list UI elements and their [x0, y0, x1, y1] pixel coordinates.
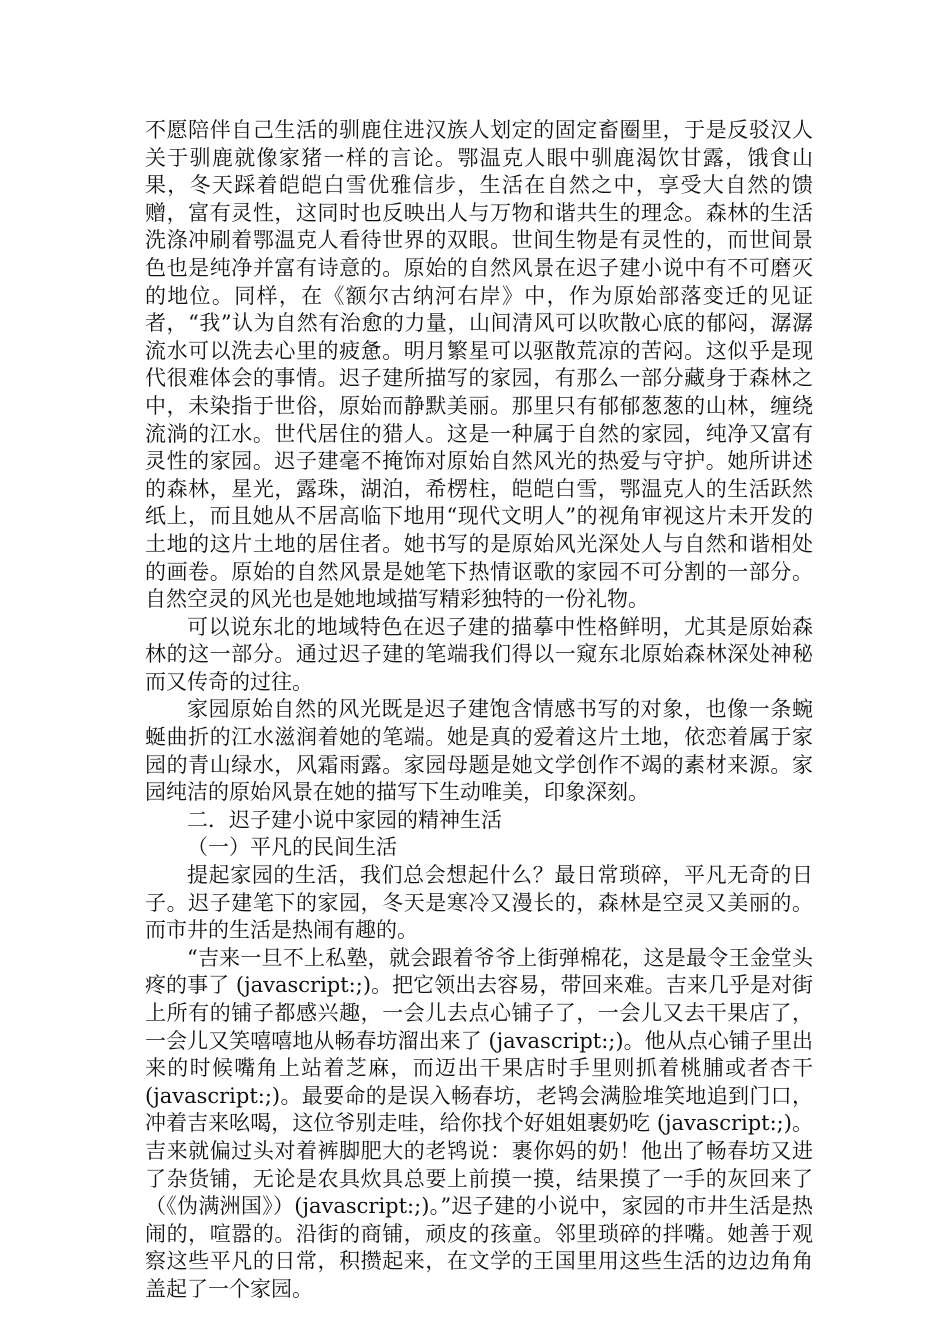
paragraph-homeland-scenery: 家园原始自然的风光既是迟子建饱含情感书写的对象，也像一条蜿蜒曲折的江水滋润着她的笔端。她是真的爱着这片土地，依恋着属于家园的青山绿水，风霜雨露。家园母题是她文学创作不竭的素材来源。家园纯洁的原始风景在她的描写下生动唯美，印象深刻。 [145, 697, 813, 805]
document-page [145, 117, 813, 1304]
section-heading: 二．迟子建小说中家园的精神生活 [187, 807, 502, 832]
paragraph-quote-jilai: “吉来一旦不上私塾，就会跟着爷爷上街弹棉花，这是最令王金堂头疼的事了 (javascript:;)。把它领出去容易，带回来难。吉来几乎是对街上所有的铺子都感兴趣，一会儿去点心铺子了，一会儿又去干果店了，一会儿又笑嘻嘻地从畅春坊溜出来了 (javascript:;)。他从点心铺子里出来的时候嘴角上站着芝麻，而迈出干果店时手里则抓着桃脯或者杏干 (javascript:;)。最要命的是误入畅春坊，老鸨会满脸堆笑地追到门口，冲着吉来吆喝，这位爷别走哇，给你找个好姐姐裹奶吃 (javascript:;)。吉来就偏过头对着裤脚肥大的老鸨说：裹你妈的奶！他出了畅春坊又进了杂货铺，无论是农具炊具总要上前摸一摸，结果摸了一手的灰回来了（《伪满洲国》）(javascript:;)。”迟子建的小说中，家园的市井生活是热闹的，喧嚣的。沿街的商铺，顽皮的孩童。邻里琐碎的拌嘴。她善于观察这些平凡的日常，积攒起来，在文学的王国里用这些生活的边边角角盖起了一个家园。 [145, 945, 813, 1301]
paragraph-homeland-life: 提起家园的生活，我们总会想起什么？最日常琐碎，平凡无奇的日子。迟子建笔下的家园，冬天是寒冷又漫长的，森林是空灵又美丽的。而市井的生活是热闹有趣的。 [145, 863, 813, 943]
subsection-heading: （一）平凡的民间生活 [187, 835, 397, 860]
paragraph-reindeer-nature: 不愿陪伴自己生活的驯鹿住进汉族人划定的固定畜圈里，于是反驳汉人关于驯鹿就像家猪一样的言论。鄂温克人眼中驯鹿渴饮甘露，饿食山果，冬天踩着皑皑白雪优雅信步，生活在自然之中，享受大自然的馈赠，富有灵性，这同时也反映出人与万物和谐共生的理念。森林的生活洗涤冲刷着鄂温克人看待世界的双眼。世间生物是有灵性的，而世间景色也是纯净并富有诗意的。原始的自然风景在迟子建小说中有不可磨灭的地位。同样，在《额尔古纳河右岸》中，作为原始部落变迁的见证者，“我”认为自然有治愈的力量，山间清风可以吹散心底的郁闷，潺潺流水可以洗去心里的疲惫。明月繁星可以驱散荒凉的苦闷。这似乎是现代很难体会的事情。迟子建所描写的家园，有那么一部分藏身于森林之中，未染指于世俗，原始而静默美丽。那里只有郁郁葱葱的山林，缠绕流淌的江水。世代居住的猎人。这是一种属于自然的家园，纯净又富有灵性的家园。迟子建毫不掩饰对原始自然风光的热爱与守护。她所讲述的森林，星光，露珠，湖泊，希楞柱，皑皑白雪，鄂温克人的生活跃然纸上，而且她从不居高临下地用“现代文明人”的视角审视这片未开发的土地的这片土地的居住者。她书写的是原始风光深处人与自然和谐相处的画卷。原始的自然风景是她笔下热情讴歌的家园不可分割的一部分。自然空灵的风光也是她地域描写精彩独特的一份礼物。 [145, 118, 813, 612]
paragraph-northeast-forest: 可以说东北的地域特色在迟子建的描摹中性格鲜明，尤其是原始森林的这一部分。通过迟子建的笔端我们得以一窥东北原始森林深处神秘而又传奇的过往。 [145, 614, 813, 694]
